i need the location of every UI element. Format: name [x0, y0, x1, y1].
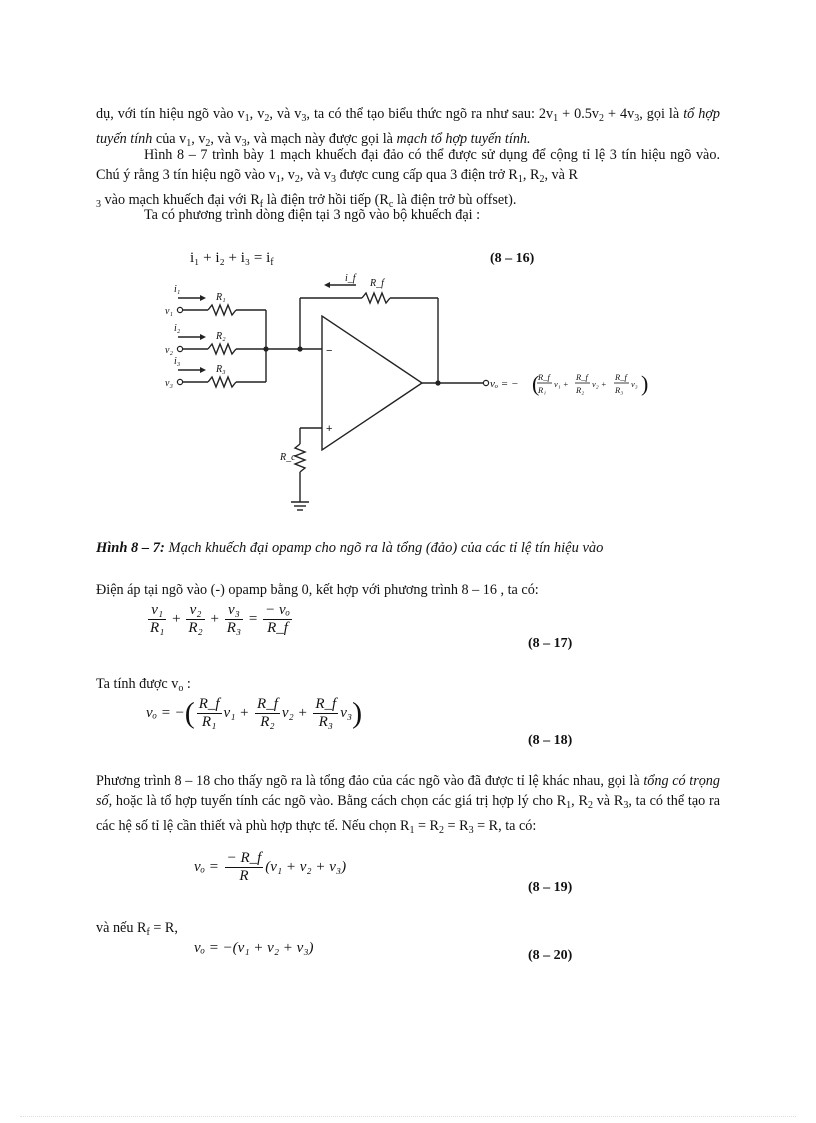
equation-number-8-18: (8 – 18): [528, 733, 573, 748]
label-R2: R₂: [216, 331, 226, 342]
label-if: i_f: [345, 273, 356, 284]
label-i2: i₂: [174, 323, 181, 334]
equation-8-18: vₒ = −( $\frac{R\_f}{\text{R₁}}$ v₁ + $\frac{R\_f}{\text{R₂}}$ v₂ + $\frac{R\_f}{\text{R₃}}$ v₃): [146, 696, 363, 730]
equation-8-20: vₒ = −(v₁ + v₂ + v₃): [194, 940, 314, 956]
label-v1: v₁: [165, 306, 173, 317]
svg-text:v₁ +: v₁ +: [554, 379, 569, 389]
paragraph-virtual-ground: Điện áp tại ngõ vào (-) opamp bằng 0, kết hợp với phương trình 8 – 16 , ta có:: [96, 582, 539, 598]
paragraph-weighted-sum: Phương trình 8 – 18 cho thấy ngõ ra là tổng đảo của các ngõ vào đã được tỉ lệ khác nhau, gọi là tổng có trọng số, hoặc là tổ hợp tuyến tính các ngõ vào. Bằng cách chọn các giá trị hợp lý cho $R_1$, $R_2$ và $R_3$, ta có thể tạo ra các hệ số tỉ lệ cần thiết và phù hợp thực tế. Nếu chọn $R_1 = R_2 = R_3 = R$, ta có:: [96, 773, 720, 836]
label-R3: R₃: [216, 364, 226, 375]
term-linear-combination: tổ hợp tuyến tính: [96, 106, 720, 147]
label-v2: v₂: [165, 345, 173, 356]
equation-number-8-20: (8 – 20): [528, 948, 573, 963]
svg-text:R₂: R₂: [576, 385, 585, 395]
paragraph-compute-vo: Ta tính được $v_o$ :: [96, 676, 191, 694]
label-R1: R₁: [216, 292, 226, 303]
label-Rc: R_c: [280, 452, 296, 463]
svg-text:(: (: [532, 371, 540, 396]
inverting-input-sign: −: [326, 345, 333, 357]
paragraph-rf-equals-r: và nếu $R_f = R$,: [96, 920, 178, 938]
equation-number-8-19: (8 – 19): [528, 880, 573, 895]
svg-text:R_f: R_f: [615, 372, 627, 382]
term-weighted-sum: tổng có trọng số,: [96, 773, 720, 809]
summing-amplifier-circuit: [164, 268, 660, 518]
svg-text:R₃: R₃: [615, 385, 624, 395]
paragraph-current-equation-intro: Ta có phương trình dòng điện tại 3 ngõ vào bộ khuếch đại :: [144, 207, 481, 223]
svg-text:R_f: R_f: [538, 372, 550, 382]
label-Rf: R_f: [370, 278, 384, 289]
term-linear-combination-circuit: mạch tổ hợp tuyến tính.: [396, 131, 531, 147]
svg-text:): ): [641, 371, 649, 396]
equation-number-8-16: (8 – 16): [490, 251, 535, 266]
label-i3: i₃: [174, 356, 181, 367]
figure-caption: Hình 8 – 7: Mạch khuếch đại opamp cho ngõ ra là tổng (đảo) của các tỉ lệ tín hiệu vào: [96, 540, 604, 556]
svg-text:v₂ +: v₂ +: [592, 379, 607, 389]
label-i1: i₁: [174, 284, 181, 295]
equation-number-8-17: (8 – 17): [528, 636, 573, 651]
output-expression: vₒ = −: [490, 378, 519, 390]
svg-text:R₁: R₁: [538, 385, 547, 395]
label-v3: v₃: [165, 378, 173, 389]
equation-8-19: vₒ = $\frac{- R\_f}{R}$ (v₁ + v₂ + v₃): [194, 850, 347, 884]
paragraph-linear-combination: dụ, với tín hiệu ngõ vào $v_1$, $v_2$, và $v_3$, ta có thể tạo biểu thức ngõ ra như sau: $2v_1 + 0.5v_2 + 4v_3$, gọi là tổ hợp tuyến tính của $v_1$, $v_2$, và $v_3$, và mạch này được gọi là mạch tổ hợp tuyến tính.: [96, 106, 720, 149]
equation-8-17: $\frac{\text{v₁}}{\text{R₁}}$ + $\frac{\text{v₂}}{\text{R₂}}$ + $\frac{\text{v₃}}{\text{R₃}}$ = $\frac{\text{− vₒ}}{R\_f}$: [150, 602, 290, 636]
output-expression-terms: [532, 371, 648, 396]
svg-text:v₃: v₃: [631, 379, 638, 389]
svg-text:R_f: R_f: [576, 372, 588, 382]
noninverting-input-sign: +: [326, 423, 333, 435]
paragraph-figure-description: Hình 8 – 7 trình bày 1 mạch khuếch đại đảo có thể được sử dụng để cộng tỉ lệ 3 tín hiệu ngõ vào. Chú ý rằng 3 tín hiệu ngõ vào $v_1$, $v_2$, và $v_3$ được cung cấp qua 3 điện trở $R_1$, $R_2$, và R $_3$ vào mạch khuếch đại với $R_f$ là điện trở hồi tiếp ($R_c$ là điện trở bù offset).: [96, 147, 720, 210]
equation-8-16: $i_1 + i_2 + i_3 = i_f$: [190, 250, 274, 268]
page-bottom-divider: [20, 1116, 796, 1117]
